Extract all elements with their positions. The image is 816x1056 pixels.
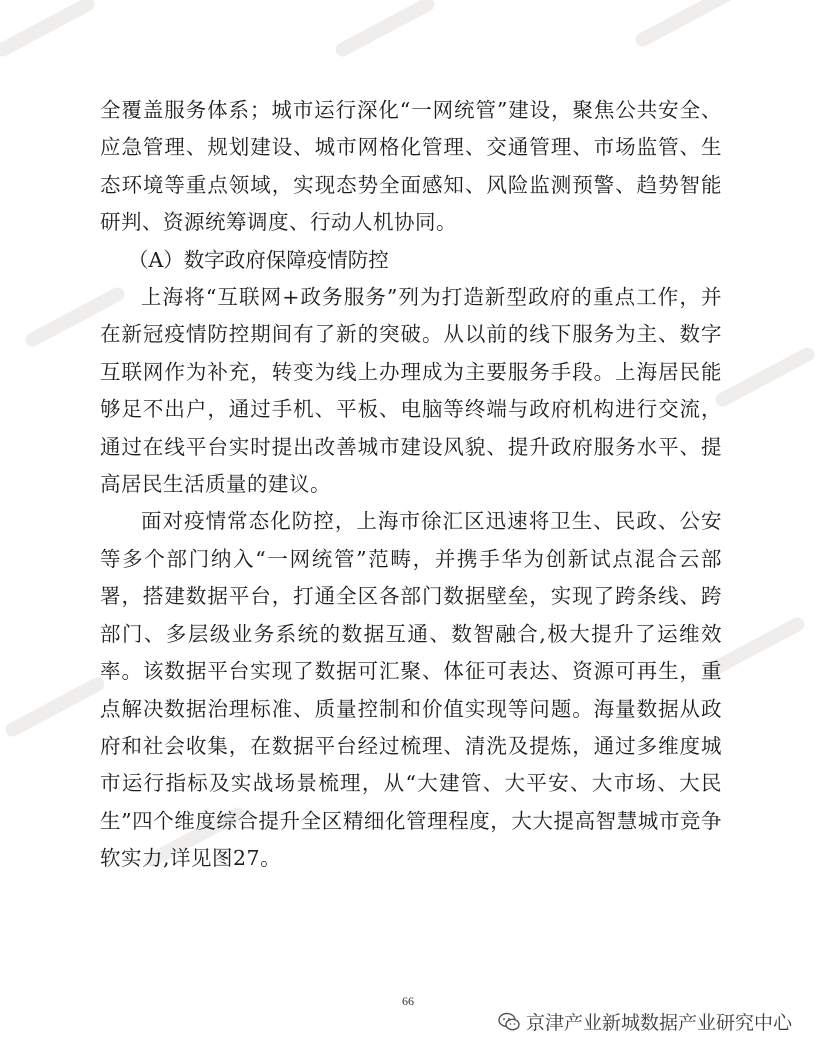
page-number: 66 bbox=[402, 994, 414, 1008]
paragraph-3: 面对疫情常态化防控，上海市徐汇区迅速将卫生、民政、公安等多个部门纳入“一网统管”范畴，并携手华为创新试点混合云部署，搭建数据平台，打通全区各部门数据壁垒，实现了跨条线、跨部门、多层级业务系统的数据互通、数智融合,极大提升了运维效率。该数据平台实现了数据可汇聚、体征可表达、资源可再生，重点解决数据治理标准、质量控制和价值实现等问题。海量数据从政府和社会收集，在数据平台经过梳理、清洗及提炼，通过多维度城市运行指标及实战场景梳理，从“大建管、大平安、大市场、大民生”四个维度综合提升全区精细化管理程度，大大提高智慧城市竞争软实力,详见图27。 bbox=[100, 509, 722, 871]
brand-name: 京津产业新城数据产业研究中心 bbox=[525, 1012, 792, 1034]
watermark-mark bbox=[333, 0, 437, 59]
paragraph-1: 全覆盖服务体系；城市运行深化“一网统管”建设，聚焦公共安全、应急管理、规划建设、城市网格化管理、交通管理、市场监管、生态环境等重点领域，实现态势全面感知、风险监测预警、趋势智能研判、资源统筹调度、行动人机协同。 bbox=[100, 98, 722, 235]
paragraph-2: 上海将“互联网+政务服务”列为打造新型政府的重点工作，并在新冠疫情防控期间有了新的突破。从以前的线下服务为主、数字互联网作为补充，转变为线上办理成为主要服务手段。上海居民能够足不出户，通过手机、平板、电脑等终端与政府机构进行交流，通过在线平台实时提出改善城市建设风貌、提升政府服务水平、提高居民生活质量的建议。 bbox=[100, 285, 722, 497]
watermark-mark bbox=[633, 0, 737, 49]
watermark-mark bbox=[3, 675, 107, 739]
footer-brand bbox=[498, 1008, 792, 1035]
body-text bbox=[100, 92, 722, 878]
section-heading-a: （A）数字政府保障疫情防控 bbox=[128, 247, 389, 272]
watermark-mark bbox=[0, 0, 97, 59]
wechat-icon bbox=[498, 1012, 520, 1032]
watermark-mark bbox=[713, 345, 816, 409]
